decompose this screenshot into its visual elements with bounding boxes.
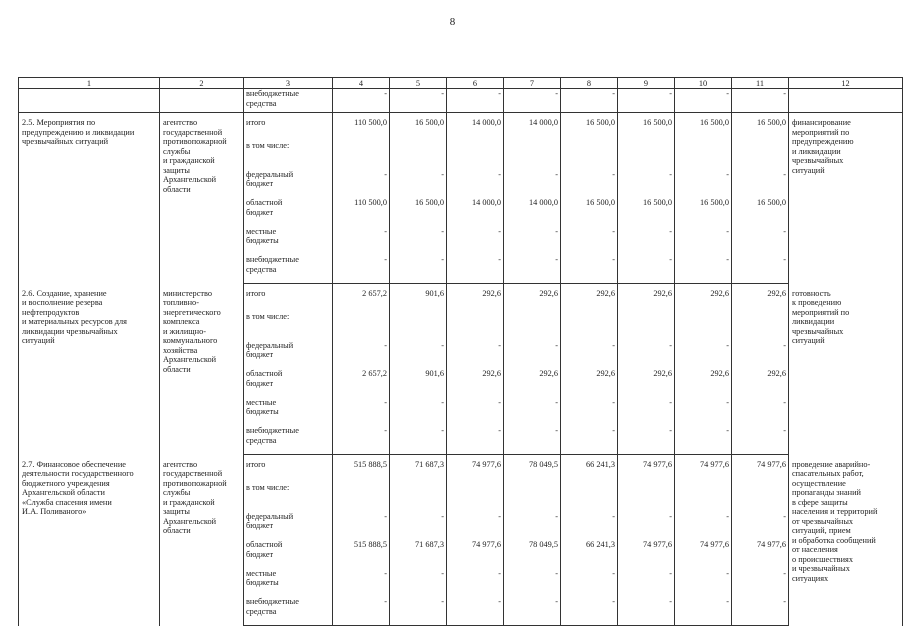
value-cell: 515 888,5 — [333, 540, 390, 569]
value-cell: - — [618, 426, 675, 455]
value-cell: - — [561, 597, 618, 626]
value-cell: 74 977,6 — [447, 455, 504, 484]
value-cell: - — [675, 398, 732, 427]
value-cell — [732, 483, 789, 512]
value-cell: - — [675, 426, 732, 455]
funding-source: областной бюджет — [244, 369, 333, 398]
value-cell: - — [732, 341, 789, 370]
value-cell: - — [333, 255, 390, 284]
column-number: 3 — [244, 78, 333, 89]
value-cell: 515 888,5 — [333, 455, 390, 484]
column-number: 2 — [160, 78, 244, 89]
value-cell: - — [333, 569, 390, 598]
value-cell: - — [561, 255, 618, 284]
value-cell: - — [561, 426, 618, 455]
funding-source: федеральный бюджет — [244, 341, 333, 370]
value-cell: - — [333, 398, 390, 427]
value-cell — [675, 312, 732, 341]
value-cell: - — [447, 170, 504, 199]
value-cell: 71 687,3 — [390, 540, 447, 569]
value-cell: - — [390, 89, 447, 113]
value-cell: - — [390, 426, 447, 455]
value-cell — [390, 483, 447, 512]
value-cell: - — [447, 227, 504, 256]
result-cell: финансирование мероприятий по предупреждению и ликвидации чрезвычайных ситуаций — [789, 113, 903, 284]
table-row — [19, 284, 903, 313]
value-cell: 78 049,5 — [504, 540, 561, 569]
value-cell: - — [675, 597, 732, 626]
value-cell: - — [732, 426, 789, 455]
funding-source: внебюджетные средства — [244, 89, 333, 113]
executor-cell: министерство топливно- энергетического комплекса и жилищно- коммунального хозяйства Архангельской области — [160, 284, 244, 455]
column-number: 10 — [675, 78, 732, 89]
funding-source: областной бюджет — [244, 540, 333, 569]
value-cell: - — [675, 512, 732, 541]
result-cell — [789, 89, 903, 113]
value-cell: - — [390, 341, 447, 370]
value-cell: 901,6 — [390, 284, 447, 313]
activity-cell — [19, 89, 160, 113]
value-cell: 292,6 — [618, 284, 675, 313]
value-cell: 74 977,6 — [675, 540, 732, 569]
funding-source: в том числе: — [244, 483, 333, 512]
continuation-row — [19, 89, 903, 113]
result-cell: готовность к проведению мероприятий по ликвидации чрезвычайных ситуаций — [789, 284, 903, 455]
value-cell: - — [732, 255, 789, 284]
value-cell: - — [333, 597, 390, 626]
value-cell — [618, 483, 675, 512]
value-cell — [333, 483, 390, 512]
executor-cell: агентство государственной противопожарной службы и гражданской защиты Архангельской области — [160, 455, 244, 626]
funding-source: итого — [244, 455, 333, 484]
value-cell: - — [561, 569, 618, 598]
column-number: 4 — [333, 78, 390, 89]
value-cell: - — [447, 512, 504, 541]
value-cell: - — [561, 341, 618, 370]
value-cell: 66 241,3 — [561, 540, 618, 569]
value-cell: 292,6 — [675, 284, 732, 313]
value-cell: - — [618, 255, 675, 284]
value-cell: - — [561, 512, 618, 541]
activity-cell: 2.6. Создание, хранение и восполнение резерва нефтепродуктов и материальных ресурсов для ликвидации чрезвычайных ситуаций — [19, 284, 160, 455]
funding-source: внебюджетные средства — [244, 255, 333, 284]
value-cell: - — [561, 398, 618, 427]
value-cell: - — [390, 569, 447, 598]
value-cell: - — [390, 398, 447, 427]
value-cell: 16 500,0 — [732, 113, 789, 142]
value-cell: - — [447, 597, 504, 626]
value-cell: - — [732, 89, 789, 113]
value-cell: - — [504, 569, 561, 598]
value-cell: - — [333, 227, 390, 256]
value-cell: - — [447, 426, 504, 455]
value-cell: - — [618, 227, 675, 256]
value-cell: 292,6 — [561, 284, 618, 313]
value-cell: 2 657,2 — [333, 369, 390, 398]
column-number: 9 — [618, 78, 675, 89]
value-cell: - — [504, 597, 561, 626]
value-cell — [732, 312, 789, 341]
value-cell: - — [732, 170, 789, 199]
result-cell: проведение аварийно- спасательных работ, осуществление пропаганды знаний в сфере защиты населения и территорий от чрезвычайных ситуаций, прием и обработка сообщений от населения о происшествиях и чрезвычайных ситуациях — [789, 455, 903, 626]
value-cell: 16 500,0 — [675, 198, 732, 227]
value-cell: 74 977,6 — [732, 455, 789, 484]
value-cell: 14 000,0 — [447, 198, 504, 227]
value-cell: 74 977,6 — [618, 540, 675, 569]
funding-source: местные бюджеты — [244, 569, 333, 598]
value-cell: - — [390, 597, 447, 626]
value-cell: - — [390, 512, 447, 541]
value-cell: 16 500,0 — [561, 198, 618, 227]
value-cell: - — [561, 227, 618, 256]
value-cell: 16 500,0 — [618, 198, 675, 227]
value-cell — [390, 312, 447, 341]
value-cell: - — [675, 170, 732, 199]
value-cell: 14 000,0 — [504, 113, 561, 142]
value-cell: 292,6 — [447, 284, 504, 313]
funding-source: местные бюджеты — [244, 227, 333, 256]
value-cell: - — [390, 227, 447, 256]
value-cell — [675, 141, 732, 170]
funding-source: федеральный бюджет — [244, 512, 333, 541]
value-cell: - — [333, 341, 390, 370]
value-cell — [618, 312, 675, 341]
value-cell — [447, 312, 504, 341]
funding-source: внебюджетные средства — [244, 597, 333, 626]
value-cell: - — [504, 89, 561, 113]
column-number: 1 — [19, 78, 160, 89]
value-cell — [732, 141, 789, 170]
column-number: 11 — [732, 78, 789, 89]
value-cell: 74 977,6 — [675, 455, 732, 484]
value-cell: 292,6 — [561, 369, 618, 398]
value-cell: - — [390, 255, 447, 284]
value-cell: - — [447, 255, 504, 284]
value-cell: - — [618, 341, 675, 370]
value-cell: - — [504, 512, 561, 541]
value-cell: - — [675, 569, 732, 598]
value-cell: - — [675, 89, 732, 113]
value-cell: - — [333, 512, 390, 541]
value-cell: - — [618, 170, 675, 199]
value-cell: 14 000,0 — [504, 198, 561, 227]
value-cell: - — [333, 426, 390, 455]
activity-cell: 2.7. Финансовое обеспечение деятельности государственного бюджетного учреждения Архангельской области «Служба спасения имени И.А. Поливаного» — [19, 455, 160, 626]
value-cell — [561, 483, 618, 512]
executor-cell: агентство государственной противопожарной службы и гражданской защиты Архангельской области — [160, 113, 244, 284]
column-header-row — [19, 78, 903, 89]
column-number: 8 — [561, 78, 618, 89]
funding-source: областной бюджет — [244, 198, 333, 227]
value-cell — [447, 483, 504, 512]
value-cell: 292,6 — [675, 369, 732, 398]
value-cell: - — [618, 569, 675, 598]
value-cell: - — [618, 398, 675, 427]
table-row — [19, 455, 903, 484]
value-cell — [333, 141, 390, 170]
value-cell: 16 500,0 — [390, 113, 447, 142]
funding-source: федеральный бюджет — [244, 170, 333, 199]
value-cell — [504, 483, 561, 512]
value-cell: 16 500,0 — [675, 113, 732, 142]
value-cell: - — [561, 89, 618, 113]
value-cell: 14 000,0 — [447, 113, 504, 142]
value-cell: 292,6 — [732, 284, 789, 313]
value-cell: 16 500,0 — [732, 198, 789, 227]
value-cell: 74 977,6 — [618, 455, 675, 484]
value-cell — [561, 312, 618, 341]
value-cell: 71 687,3 — [390, 455, 447, 484]
value-cell — [618, 141, 675, 170]
value-cell: - — [618, 597, 675, 626]
executor-cell — [160, 89, 244, 113]
funding-source: итого — [244, 284, 333, 313]
value-cell: - — [504, 341, 561, 370]
funding-source: в том числе: — [244, 141, 333, 170]
value-cell: - — [618, 512, 675, 541]
value-cell: - — [675, 255, 732, 284]
value-cell — [504, 312, 561, 341]
value-cell: - — [675, 227, 732, 256]
value-cell: 16 500,0 — [618, 113, 675, 142]
budget-table — [18, 77, 903, 626]
value-cell: - — [618, 89, 675, 113]
value-cell — [675, 483, 732, 512]
value-cell: - — [447, 569, 504, 598]
value-cell: - — [447, 89, 504, 113]
value-cell: - — [732, 597, 789, 626]
value-cell: 292,6 — [447, 369, 504, 398]
value-cell: - — [447, 341, 504, 370]
value-cell — [504, 141, 561, 170]
column-number: 5 — [390, 78, 447, 89]
value-cell — [561, 141, 618, 170]
value-cell: 16 500,0 — [390, 198, 447, 227]
value-cell: 66 241,3 — [561, 455, 618, 484]
value-cell: 901,6 — [390, 369, 447, 398]
value-cell: 2 657,2 — [333, 284, 390, 313]
column-number: 12 — [789, 78, 903, 89]
value-cell: - — [504, 170, 561, 199]
funding-source: внебюджетные средства — [244, 426, 333, 455]
value-cell: 74 977,6 — [732, 540, 789, 569]
value-cell: 292,6 — [504, 284, 561, 313]
column-number: 7 — [504, 78, 561, 89]
value-cell — [447, 141, 504, 170]
funding-source: итого — [244, 113, 333, 142]
value-cell — [390, 141, 447, 170]
value-cell: - — [390, 170, 447, 199]
value-cell: - — [732, 227, 789, 256]
value-cell: 16 500,0 — [561, 113, 618, 142]
value-cell: - — [504, 227, 561, 256]
value-cell: - — [732, 398, 789, 427]
value-cell: - — [333, 170, 390, 199]
page-number: 8 — [449, 16, 456, 28]
value-cell: - — [447, 398, 504, 427]
value-cell: 110 500,0 — [333, 198, 390, 227]
funding-source: местные бюджеты — [244, 398, 333, 427]
value-cell: - — [504, 255, 561, 284]
value-cell: 74 977,6 — [447, 540, 504, 569]
value-cell: 292,6 — [504, 369, 561, 398]
value-cell: - — [732, 569, 789, 598]
value-cell: - — [732, 512, 789, 541]
value-cell: 292,6 — [618, 369, 675, 398]
funding-source: в том числе: — [244, 312, 333, 341]
value-cell: 292,6 — [732, 369, 789, 398]
table-row — [19, 113, 903, 142]
value-cell: - — [504, 426, 561, 455]
activity-cell: 2.5. Мероприятия по предупреждению и ликвидации чрезвычайных ситуаций — [19, 113, 160, 284]
value-cell: 110 500,0 — [333, 113, 390, 142]
value-cell: 78 049,5 — [504, 455, 561, 484]
value-cell: - — [333, 89, 390, 113]
value-cell: - — [561, 170, 618, 199]
value-cell: - — [504, 398, 561, 427]
value-cell: - — [675, 341, 732, 370]
value-cell — [333, 312, 390, 341]
column-number: 6 — [447, 78, 504, 89]
